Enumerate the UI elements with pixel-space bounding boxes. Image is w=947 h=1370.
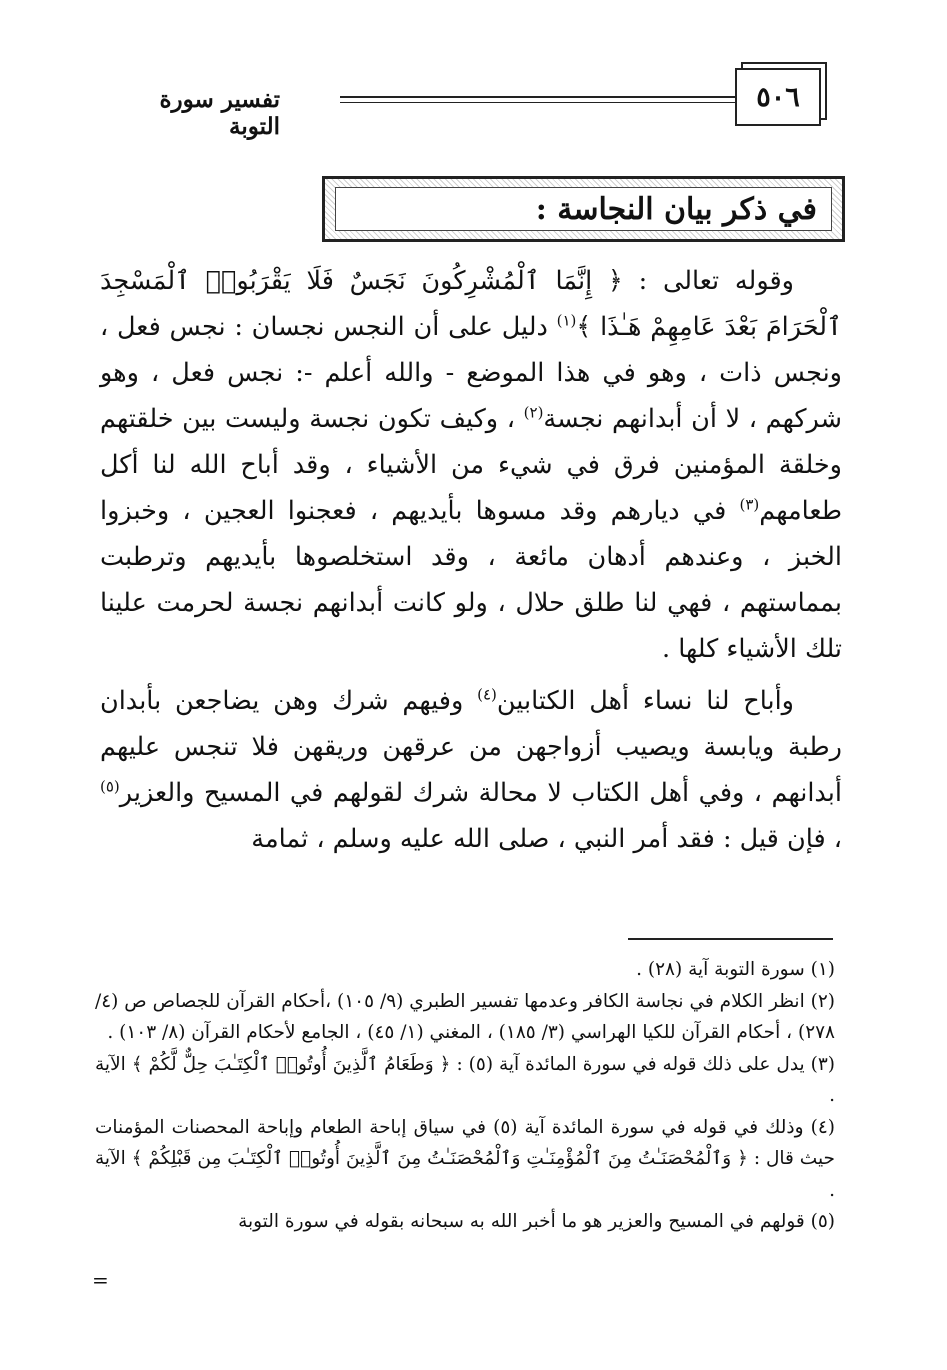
footnote-4: (٤) وذلك في قوله في سورة المائدة آية (٥) في سياق إباحة الطعام وإباحة المحصنات المؤمنات حيث قال : ﴿ وَٱلْمُحْصَنَـٰتُ مِنَ ٱلْمُؤْمِنَـٰتِ وَٱلْمُحْصَنَـٰتُ مِنَ ٱلَّذِينَ أُوتُوا۟ ٱلْكِتَـٰبَ مِن قَبْلِكُمْ ﴾ الآية . [95,1116,835,1201]
footnote-ref-4: (٤) [477,685,497,704]
footnote-1: (١) سورة التوبة آية (٢٨) . [636,959,835,980]
paragraph-2-part-3: ، فإن قيل : فقد أمر النبي ، صلى الله عليه وسلم ، ثمامة [251,824,842,854]
footnote-ref-1: (١) [556,311,577,330]
section-title: في ذكر بيان النجاسة : [535,191,817,227]
main-text [100,258,842,862]
paragraph-2-part-1: وأباح لنا نساء أهل الكتابين [496,686,794,716]
page-number-box [735,68,821,126]
section-heading-inner [335,187,832,231]
footnote-ref-2: (٢) [523,403,544,422]
footnote-5: (٥) قولهم في المسيح والعزير هو ما أخبر الله به سبحانه بقوله في سورة التوبة [238,1211,835,1232]
running-title: تفسير سورة التوبة [159,86,280,140]
paragraph-1-part-1: وقوله تعالى : ﴿ إِنَّمَا ٱلْمُشْرِكُونَ نَجَسٌ فَلَا يَقْرَبُوا۟ ٱلْمَسْجِدَ ٱلْحَرَامَ بَعْدَ عَامِهِمْ هَـٰذَا ﴾ [100,266,842,342]
footnote-separator [628,938,833,940]
paragraph-2 [100,678,842,862]
paragraph-1-part-3: ، وكيف تكون نجسة وليست بين خلقتهم وخلقة المؤمنين فرق في شيء من الأشياء ، وقد أباح الله لنا أكل طعامهم [100,404,842,526]
continuation-mark: = [92,1268,109,1292]
header-rule-thin [340,102,735,103]
paragraph-2-part-2: وفيهم شرك وهن يضاجعن بأبدان رطبة ويابسة ويصيب أزواجهن من عرقهن وريقهن فلا تنجس عليهم أبدانهم ، وفي أهل الكتاب لا محالة شرك لقولهم في المسيح والعزير [100,686,842,808]
paragraph-1 [100,258,842,672]
footnote-ref-3: (٣) [739,495,760,514]
section-heading-frame [322,176,845,242]
paragraph-1-part-4: في ديارهم وقد مسوها بأيديهم ، فعجنوا العجين ، وخبزوا الخبز ، وعندهم أدهان مائعة ، وقد استخلصوها بأيديهم وترطبت بمماستهم ، فهي لنا طلق حلال ، ولو كانت أبدانهم نجسة لحرمت علينا تلك الأشياء كلها . [100,496,842,664]
header-rule [340,96,735,98]
footnotes [95,954,835,1238]
page-number: ٥٠٦ [756,81,800,113]
footnote-2: (٢) انظر الكلام في نجاسة الكافر وعدمها تفسير الطبري (٩/ ١٠٥) ،أحكام القرآن للجصاص ص (٤/ ٢٧٨) ، أحكام القرآن للكيا الهراسي (٣/ ١٨٥) ، المغني (١/ ٤٥) ، الجامع لأحكام القرآن (٨/ ١٠٣) . [95,990,835,1043]
footnote-3: (٣) يدل على ذلك قوله في سورة المائدة آية (٥) : ﴿ وَطَعَامُ ٱلَّذِينَ أُوتُوا۟ ٱلْكِتَـٰبَ حِلٌّ لَّكُمْ ﴾ الآية . [95,1053,836,1106]
footnote-ref-5: (٥) [100,777,120,796]
paragraph-1-part-2: دليل على أن النجس نجسان : نجس فعل ، ونجس ذات ، وهو في هذا الموضع - والله أعلم -: نجس فعل ، وهو شركهم ، لا أن أبدانهم نجسة [100,312,842,434]
